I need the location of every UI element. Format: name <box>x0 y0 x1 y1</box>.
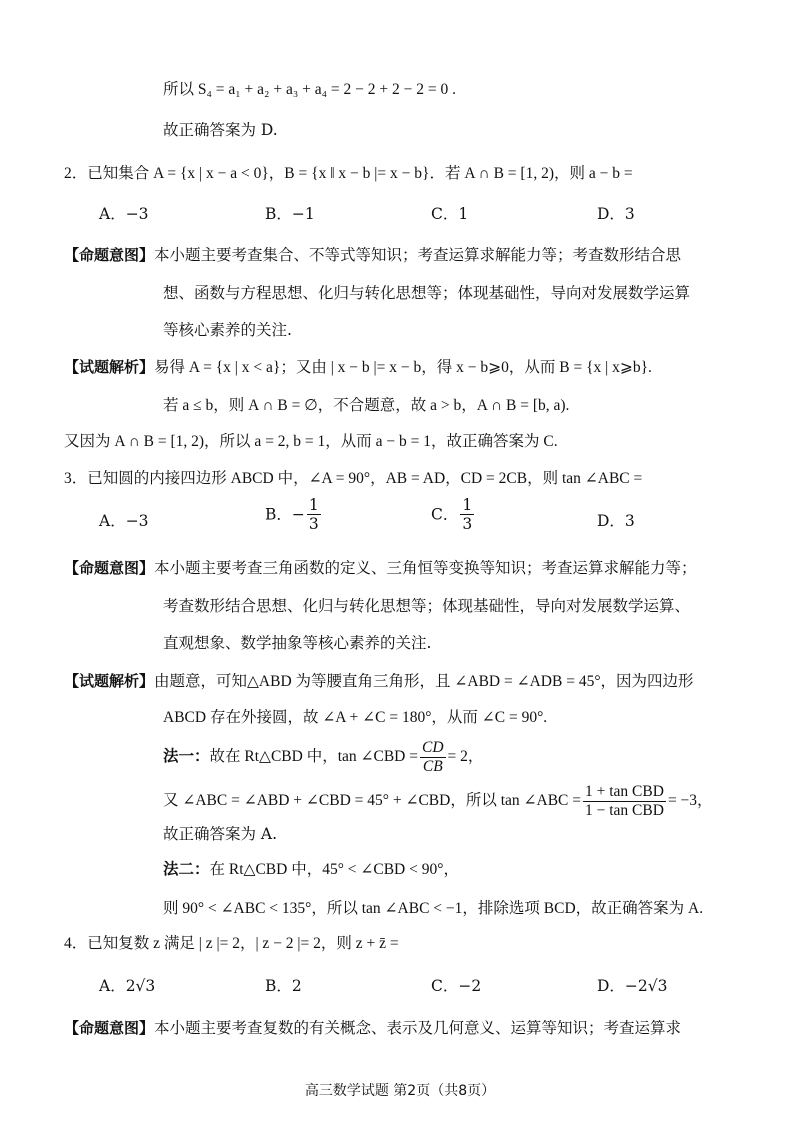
q3-solution-line-2: ABCD 存在外接圆，故 ∠A + ∠C = 180°，从而 ∠C = 90°. <box>163 709 548 726</box>
q3-method-1-text: 故在 Rt△CBD 中，tan ∠CBD = <box>209 748 418 765</box>
q4-option-b: B．2 <box>265 977 302 995</box>
q2-intent-line-1 <box>64 244 681 266</box>
q3-option-b-fraction <box>307 496 321 533</box>
q3-tan-fraction <box>583 783 666 820</box>
q2-option-b: B．−1 <box>265 205 315 223</box>
q1-sum-line: 所以 S₄ = a₁ + a₂ + a₃ + a₄ = 2 − 2 + 2 − 2 = 0 . <box>163 81 456 98</box>
q4-intent-line-1 <box>64 1017 681 1039</box>
q2-intent-tag: 【命题意图】 <box>64 246 155 264</box>
q3-method-1-tail: = 2， <box>447 748 484 765</box>
q4-intent-text-1: 本小题主要考查复数的有关概念、表示及几何意义、运算等知识；考查运算求 <box>154 1019 682 1037</box>
q3-method-2-line-2: 则 90° < ∠ABC < 135°，所以 tan ∠ABC < −1，排除选项 BCD，故正确答案为 A. <box>163 900 704 917</box>
page-footer: 高三数学试题 第2页（共8页） <box>304 1083 496 1099</box>
q4-intent-tag: 【命题意图】 <box>64 1019 155 1037</box>
q4-stem: 4．已知复数 z 满足 | z |= 2，| z − 2 |= 2，则 z + z̄ = <box>64 935 399 952</box>
q3-option-b-num: 1 <box>308 496 319 514</box>
q2-option-d: D．3 <box>597 205 635 223</box>
q3-option-c <box>431 496 476 533</box>
q3-tan-den: 1 − tan CBD <box>585 801 664 819</box>
q3-option-b <box>265 496 323 533</box>
q2-intent-line-3: 等核心素养的关注. <box>163 321 292 339</box>
q3-intent-tag: 【命题意图】 <box>64 559 155 577</box>
q1-answer-line: 故正确答案为 D. <box>163 121 278 139</box>
q3-option-d: D．3 <box>597 512 635 530</box>
q3-intent-line-2: 考查数形结合思想、化归与转化思想等；体现基础性，导向对发展数学运算、 <box>163 597 691 615</box>
q2-option-a: A．−3 <box>99 205 149 223</box>
q3-option-b-den: 3 <box>308 515 319 533</box>
q3-solution-tag: 【试题解析】 <box>64 672 155 690</box>
q3-option-c-num: 1 <box>462 496 473 514</box>
q3-cd-den: CB <box>422 757 443 775</box>
q3-method-1-line-2 <box>163 779 713 823</box>
q3-intent-text-1: 本小题主要考查三角函数的定义、三角恒等变换等知识；考查运算求解能力等； <box>154 559 697 577</box>
q4-option-d: D．−2√3 <box>597 977 668 995</box>
q3-option-c-fraction <box>460 496 474 533</box>
q2-solution-line-1 <box>64 356 652 379</box>
q3-method-1-label: 法一： <box>163 748 210 765</box>
q3-method-2-line-1 <box>163 859 459 881</box>
q2-solution-line-2: 若 a ≤ b，则 A ∩ B = ∅，不合题意，故 a > b，A ∩ B = [b, a). <box>163 397 570 414</box>
q4-option-a: A．2√3 <box>99 977 156 995</box>
q3-method-1-answer: 故正确答案为 A. <box>163 825 278 843</box>
q2-solution-tag: 【试题解析】 <box>64 358 155 376</box>
q3-solution-line-1 <box>64 670 694 693</box>
q4-option-c: C．−2 <box>431 977 482 995</box>
q3-method-2-label: 法二： <box>163 861 210 878</box>
q3-method-1-line-1 <box>163 735 483 779</box>
q3-method-1-line-2a: 又 ∠ABC = ∠ABD + ∠CBD = 45° + ∠CBD，所以 tan ∠ABC = <box>163 792 581 809</box>
q3-option-c-label: C． <box>431 505 459 524</box>
q3-method-2-text: 在 Rt△CBD 中，45° < ∠CBD < 90°， <box>209 861 459 878</box>
q3-option-c-den: 3 <box>462 515 473 533</box>
q2-option-c: C．1 <box>431 205 469 223</box>
q3-tan-num: 1 + tan CBD <box>585 782 664 800</box>
q3-method-1-line-2b: = −3， <box>667 792 713 809</box>
q2-intent-line-2: 想、函数与方程思想、化归与转化思想等；体现基础性，导向对发展数学运算 <box>163 284 691 302</box>
q3-intent-line-1 <box>64 557 697 579</box>
q3-cd-fraction <box>420 739 446 776</box>
q3-cd-num: CD <box>422 738 444 756</box>
q2-intent-text-1: 本小题主要考查集合、不等式等知识；考查运算求解能力等；考查数形结合思 <box>154 246 682 264</box>
q3-option-a: A．−3 <box>99 512 149 530</box>
q2-solution-line-3: 又因为 A ∩ B = [1, 2)，所以 a = 2, b = 1，从而 a − b = 1，故正确答案为 C. <box>64 433 558 450</box>
q3-option-b-label: B．− <box>265 505 305 524</box>
q3-stem: 3．已知圆的内接四边形 ABCD 中，∠A = 90°，AB = AD，CD = 2CB，则 tan ∠ABC = <box>64 470 643 487</box>
q2-solution-text-1: 易得 A = {x | x < a}；又由 | x − b |= x − b，得 x − b⩾0，从而 B = {x | x⩾b}. <box>154 359 652 376</box>
q3-solution-text-1: 由题意，可知△ABD 为等腰直角三角形，且 ∠ABD = ∠ADB = 45°，因为四边形 <box>154 673 694 690</box>
q3-intent-line-3: 直观想象、数学抽象等核心素养的关注. <box>163 634 432 652</box>
q2-stem: 2．已知集合 A = {x | x − a < 0}，B = {x ‖ x − b |= x − b}．若 A ∩ B = [1, 2)，则 a − b = <box>64 165 633 182</box>
